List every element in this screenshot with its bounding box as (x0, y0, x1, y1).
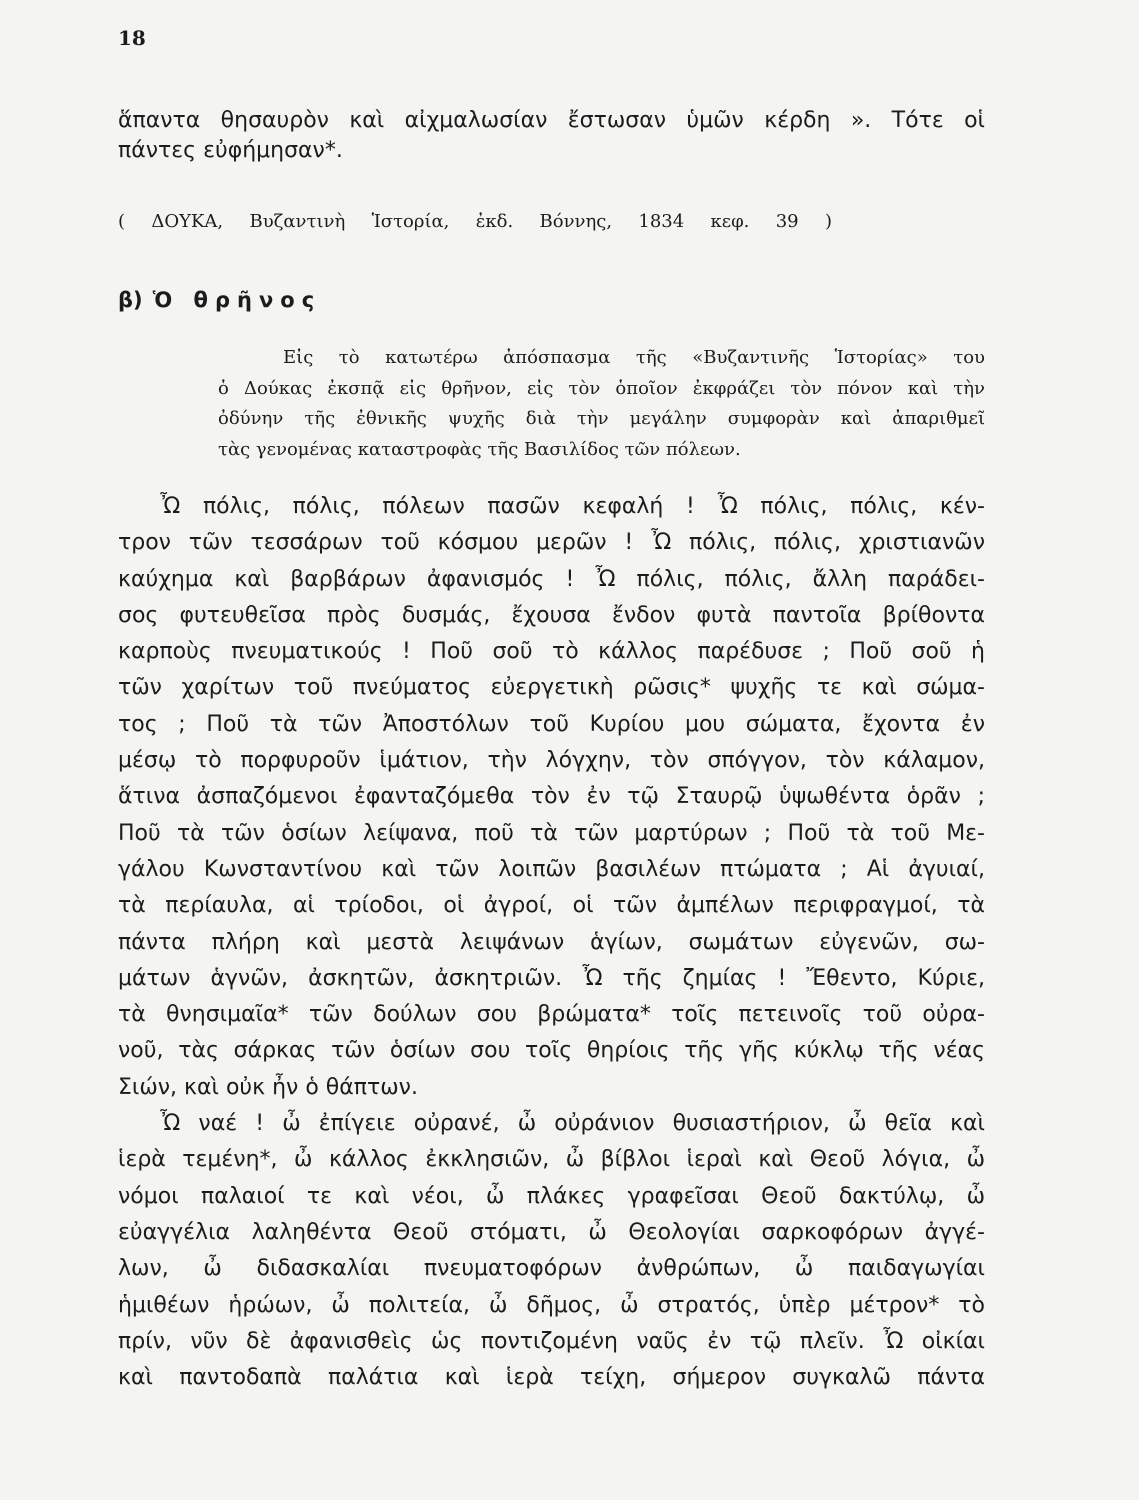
body-line: Σιών, καὶ οὐκ ἦν ὁ θάπτων. (118, 1074, 418, 1100)
opening-paragraph (118, 106, 985, 166)
body-line: ἡμιθέων ἡρώων, ὦ πολιτεία, ὦ δῆμος, ὦ στρατός, ὑπὲρ μέτρον* τὸ (118, 1292, 985, 1318)
body-line: ἅτινα ἀσπαζόμενοι ἐφανταζόμεθα τὸν ἐν τῷ Σταυρῷ ὑψωθέντα ὁρᾶν ; (118, 784, 985, 810)
intro-line: Εἰς τὸ κατωτέρω ἀπόσπασμα τῆς «Βυζαντινῆς Ἱστορίας» του (283, 347, 985, 368)
body-line: μέσῳ τὸ πορφυροῦν ἱμάτιον, τὴν λόγχην, τὸν σπόγγον, τὸν κάλαμον, (118, 748, 985, 774)
body-line: τρον τῶν τεσσάρων τοῦ κόσμου μερῶν ! Ὦ πόλις, πόλις, χριστιανῶν (118, 530, 985, 556)
body-line: νόμοι παλαιοί τε καὶ νέοι, ὦ πλάκες γραφεῖσαι Θεοῦ δακτύλῳ, ὦ (118, 1183, 985, 1209)
body-line: τος ; Ποῦ τὰ τῶν Ἀποστόλων τοῦ Κυρίου μου σώματα, ἔχοντα ἐν (118, 711, 985, 737)
body-line: τὰ περίαυλα, αἱ τρίοδοι, οἱ ἀγροί, οἱ τῶν ἀμπέλων περιφραγμοί, τὰ (118, 893, 985, 919)
section-heading (118, 286, 321, 314)
page-number: 18 (118, 26, 146, 50)
body-paragraph (118, 1106, 985, 1396)
body-line: καύχημα καὶ βαρβάρων ἀφανισμός ! Ὦ πόλις, πόλις, ἄλλη παράδει- (118, 566, 985, 592)
body-line: νοῦ, τὰς σάρκας τῶν ὁσίων σου τοῖς θηρίοις τῆς γῆς κύκλῳ τῆς νέας (118, 1038, 985, 1064)
body-line: σος φυτευθεῖσα πρὸς δυσμάς, ἔχουσα ἔνδον φυτὰ παντοῖα βρίθοντα (118, 602, 985, 628)
opening-line: πάντες εὐφήμησαν*. (118, 138, 343, 163)
citation: ( ΔΟΥΚΑ, Βυζαντινὴ Ἱστορία, ἐκδ. Βόννης, 1834 κεφ. 39 ) (118, 211, 832, 232)
opening-line: ἅπαντα θησαυρὸν καὶ αἰχμαλωσίαν ἔστωσαν ὑμῶν κέρδη ». Τότε οἱ (118, 108, 985, 133)
body-line: καὶ παντοδαπὰ παλάτια καὶ ἱερὰ τείχη, σήμερον συγκαλῶ πάντα (118, 1365, 985, 1391)
body-line: τῶν χαρίτων τοῦ πνεύματος εὐεργετικὴ ρῶσις* ψυχῆς τε καὶ σώμα- (118, 675, 985, 701)
section-marker: β) (118, 288, 143, 312)
body-line: ἱερὰ τεμένη*, ὦ κάλλος ἐκκλησιῶν, ὦ βίβλοι ἱεραὶ καὶ Θεοῦ λόγια, ὦ (118, 1147, 985, 1173)
body-paragraph (118, 489, 985, 1106)
body-line: καρποὺς πνευματικούς ! Ποῦ σοῦ τὸ κάλλος παρέδυσε ; Ποῦ σοῦ ἡ (118, 639, 985, 665)
body-line: μάτων ἁγνῶν, ἀσκητῶν, ἀσκητριῶν. Ὦ τῆς ζημίας ! Ἔθεντο, Κύριε, (118, 965, 985, 991)
body-line: Ὦ ναέ ! ὦ ἐπίγειε οὐρανέ, ὦ οὐράνιον θυσιαστήριον, ὦ θεῖα καὶ (160, 1111, 985, 1137)
body-line: εὐαγγέλια λαληθέντα Θεοῦ στόματι, ὦ Θεολογίαι σαρκοφόρων ἀγγέ- (118, 1219, 985, 1245)
body-line: πάντα πλήρη καὶ μεστὰ λειψάνων ἁγίων, σωμάτων εὐγενῶν, σω- (118, 929, 985, 955)
body-line: γάλου Κωνσταντίνου καὶ τῶν λοιπῶν βασιλέων πτώματα ; Αἱ ἀγυιαί, (118, 856, 985, 882)
body-line: τὰ θνησιμαῖα* τῶν δούλων σου βρώματα* τοῖς πετεινοῖς τοῦ οὐρα- (118, 1002, 985, 1028)
body-line: Ὦ πόλις, πόλις, πόλεων πασῶν κεφαλή ! Ὦ πόλις, πόλις, κέν- (160, 494, 985, 519)
intro-line: ὀδύνην τῆς ἐθνικῆς ψυχῆς διὰ τὴν μεγάλην συμφορὰν καὶ ἀπαριθμεῖ (218, 408, 985, 429)
intro-line: ὁ Δούκας ἐκσπᾷ εἰς θρῆνον, εἰς τὸν ὁποῖον ἐκφράζει τὸν πόνον καὶ τὴν (218, 377, 985, 399)
body-text (118, 489, 985, 1396)
intro-line: τὰς γενομένας καταστροφὰς τῆς Βασιλίδος τῶν πόλεων. (218, 438, 741, 460)
intro-paragraph (218, 343, 985, 465)
body-line: πρίν, νῦν δὲ ἀφανισθεὶς ὡς ποντιζομένη ναῦς ἐν τῷ πλεῖν. Ὦ οἰκίαι (118, 1328, 985, 1354)
section-title: Ὁ θρῆνος (152, 288, 322, 312)
body-line: λων, ὦ διδασκαλίαι πνευματοφόρων ἀνθρώπων, ὦ παιδαγωγίαι (118, 1256, 985, 1282)
body-line: Ποῦ τὰ τῶν ὁσίων λείψανα, ποῦ τὰ τῶν μαρτύρων ; Ποῦ τὰ τοῦ Με- (118, 820, 985, 846)
